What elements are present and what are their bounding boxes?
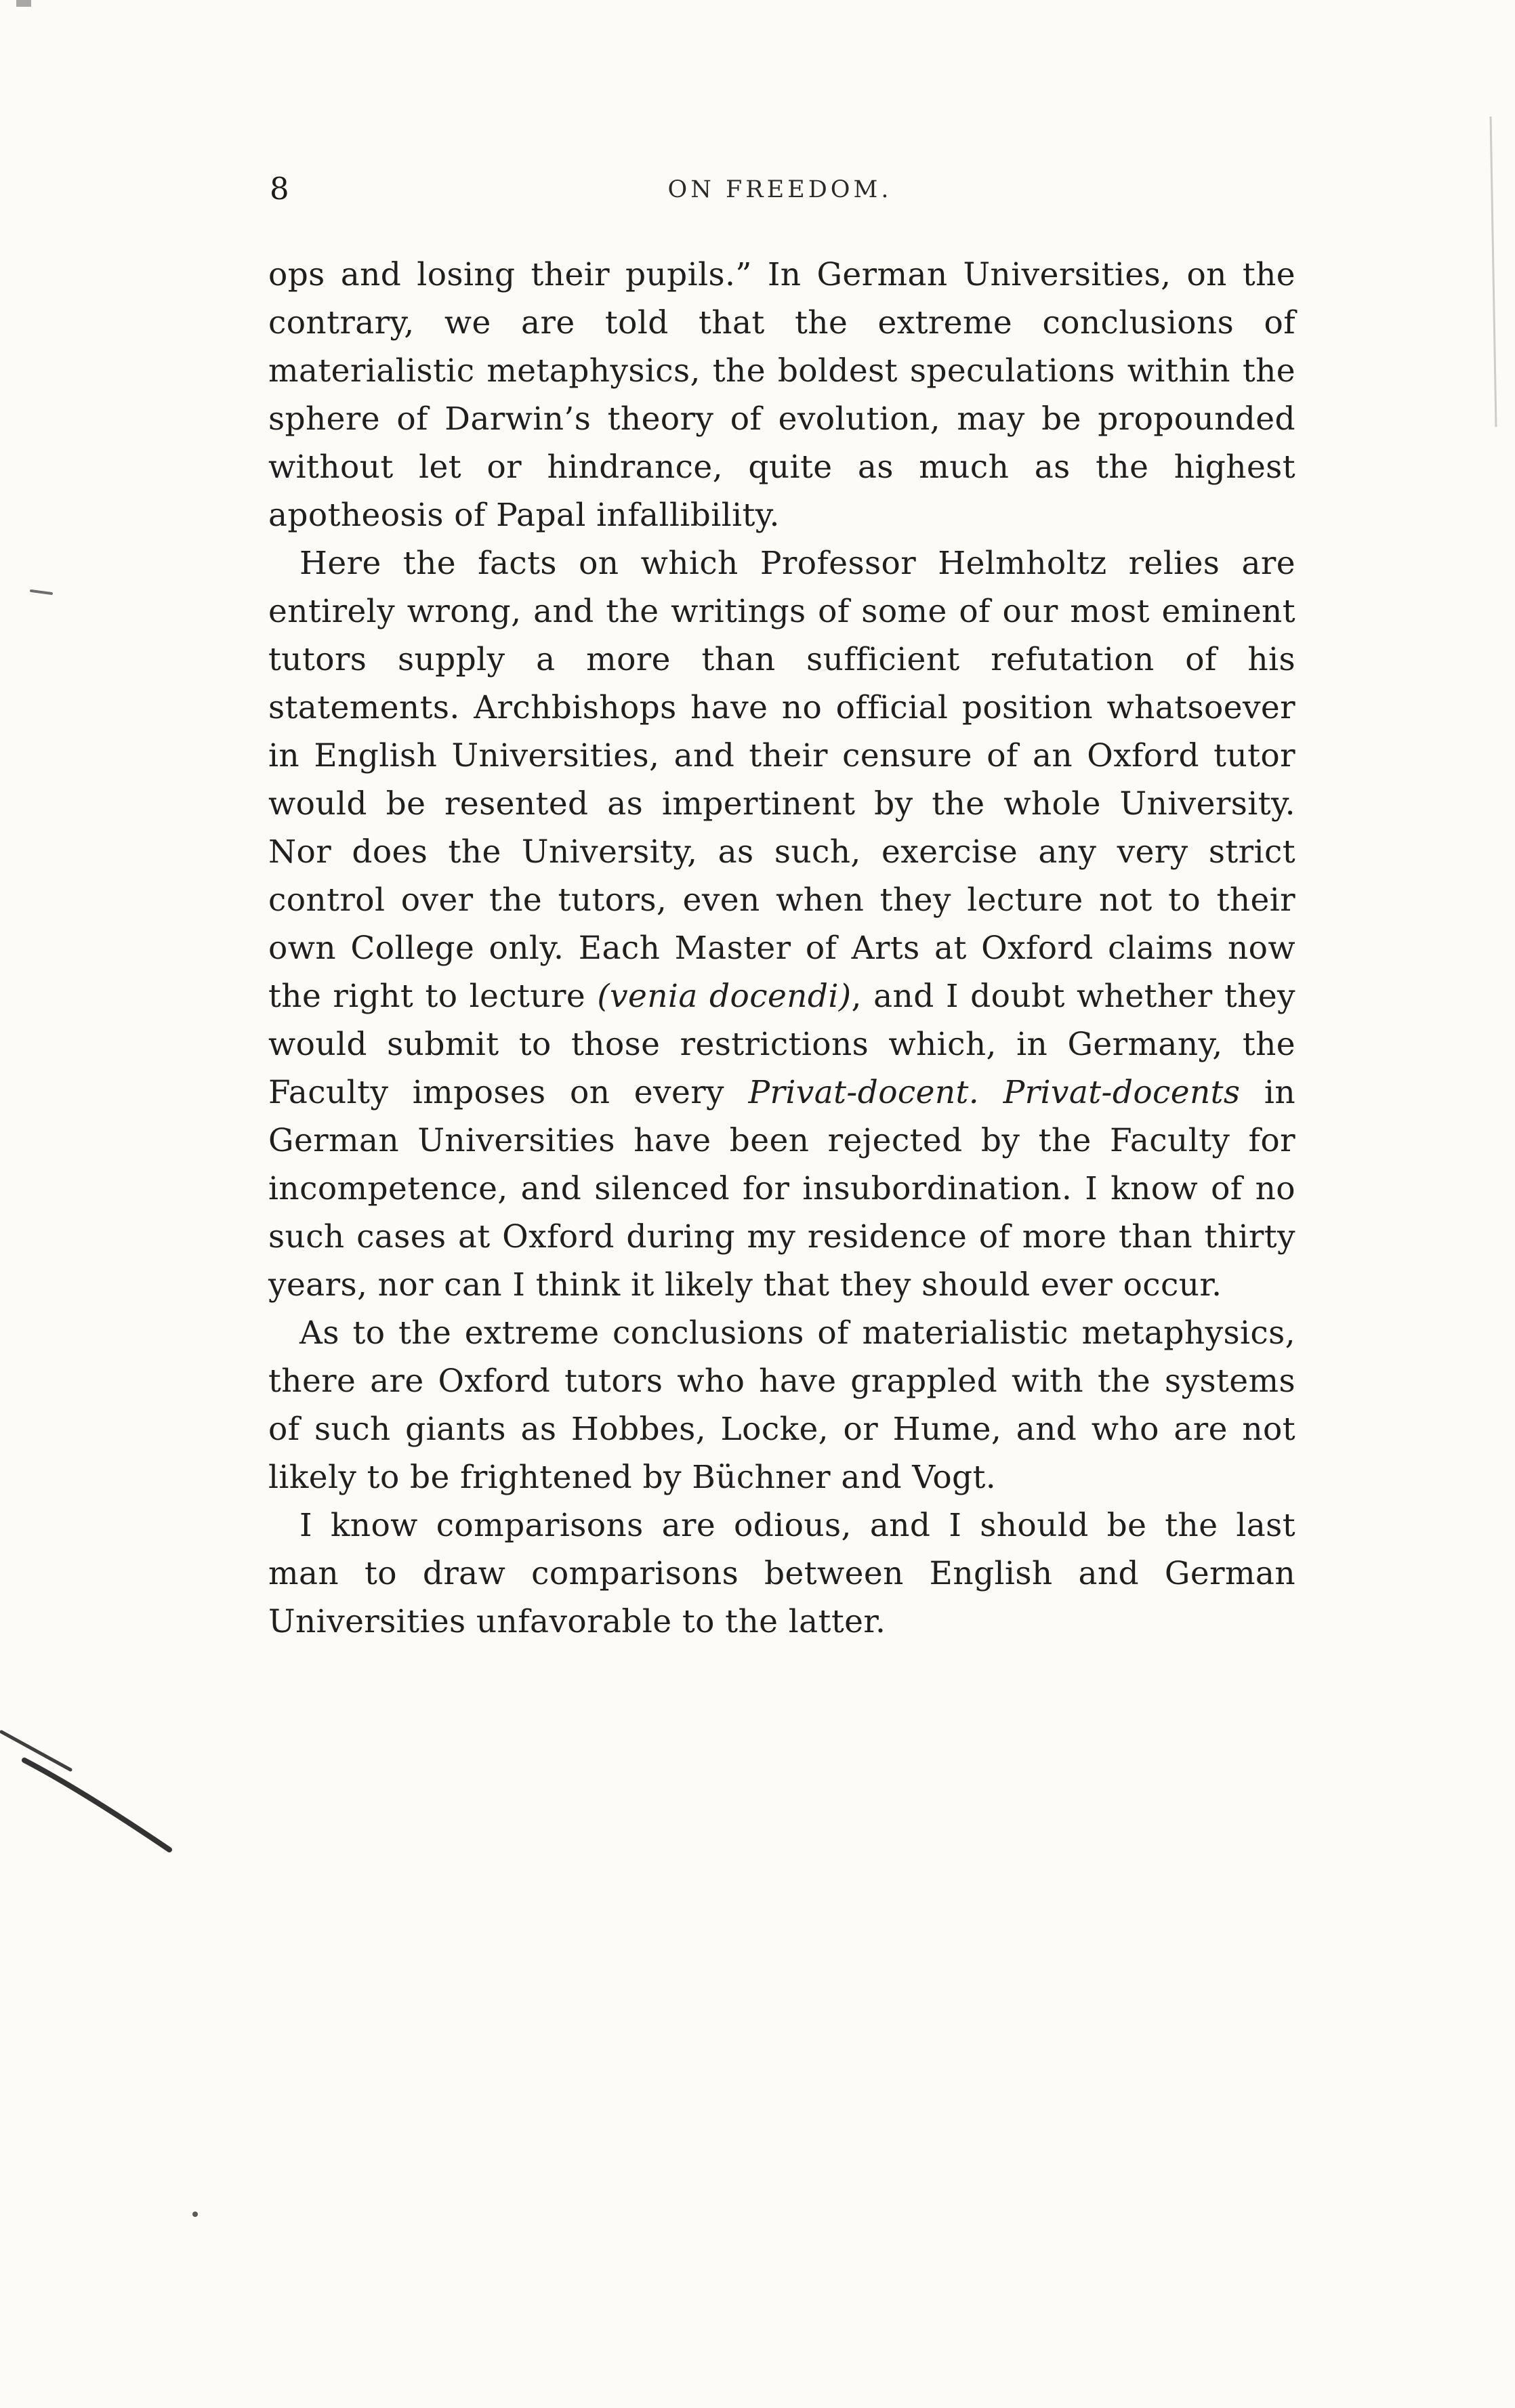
scan-edge-line	[1491, 117, 1496, 427]
text-block	[268, 251, 1295, 1646]
text-run-italic: (venia docendi)	[597, 978, 852, 1015]
text-run: in German Universities have been rejected by the Faculty for incompetence, and silenced for insubordination. I know of no such cases at Oxford during my residence of more than thirty years, nor can I think it likely that they should ever occur.	[268, 1074, 1295, 1304]
page-header	[268, 171, 1291, 209]
margin-dash-mark	[31, 591, 51, 594]
text-run: As to the extreme conclusions of materialistic metaphysics, there are Oxford tutors who have grappled with the systems of such giants as Hobbes, Locke, or Hume, and who are not likely to be frightened by Büchner and Vogt.	[268, 1314, 1295, 1496]
paragraph	[268, 1309, 1295, 1501]
paragraph	[268, 1501, 1295, 1646]
stray-dot-mark	[192, 2212, 198, 2217]
text-run: Here the facts on which Professor Helmholtz relies are entirely wrong, and the writings of some of our most eminent tutors supply a more than sufficient refutation of his statements. Archbishops have no official position whatsoever in English Universities, and their censure of an Oxford tutor would be resented as impertinent by the whole University. Nor does the University, as such, exercise any very strict control over the tutors, even when they lecture not to their own College only. Each Master of Arts at Oxford claims now the right to lecture	[268, 545, 1295, 1015]
text-run: ops and losing their pupils.” In German Universities, on the contrary, we are told that the extreme conclusions of materialistic metaphysics, the boldest speculations within the sphere of Darwin’s theory of evolution, may be propounded without let or hindrance, quite as much as the highest apotheosis of Papal infallibility.	[268, 256, 1295, 534]
edge-speck	[16, 0, 31, 7]
running-head: ON FREEDOM.	[667, 176, 892, 203]
pen-stroke-mark	[1, 1732, 70, 1770]
text-run: I know comparisons are odious, and I should be the last man to draw comparisons between English and German Universities unfavorable to the latter.	[268, 1507, 1295, 1640]
paragraph	[268, 539, 1295, 1309]
pen-stroke-mark	[24, 1760, 169, 1850]
paragraph	[268, 251, 1295, 539]
text-run-italic: Privat-docents	[1003, 1074, 1241, 1111]
text-run-italic: Privat-docent.	[748, 1074, 980, 1111]
text-run	[979, 1074, 1003, 1111]
text-run: , and I doubt whether they would submit to those restrictions which, in Germany, the Faculty imposes on every	[268, 978, 1295, 1111]
page-number: 8	[270, 171, 290, 207]
